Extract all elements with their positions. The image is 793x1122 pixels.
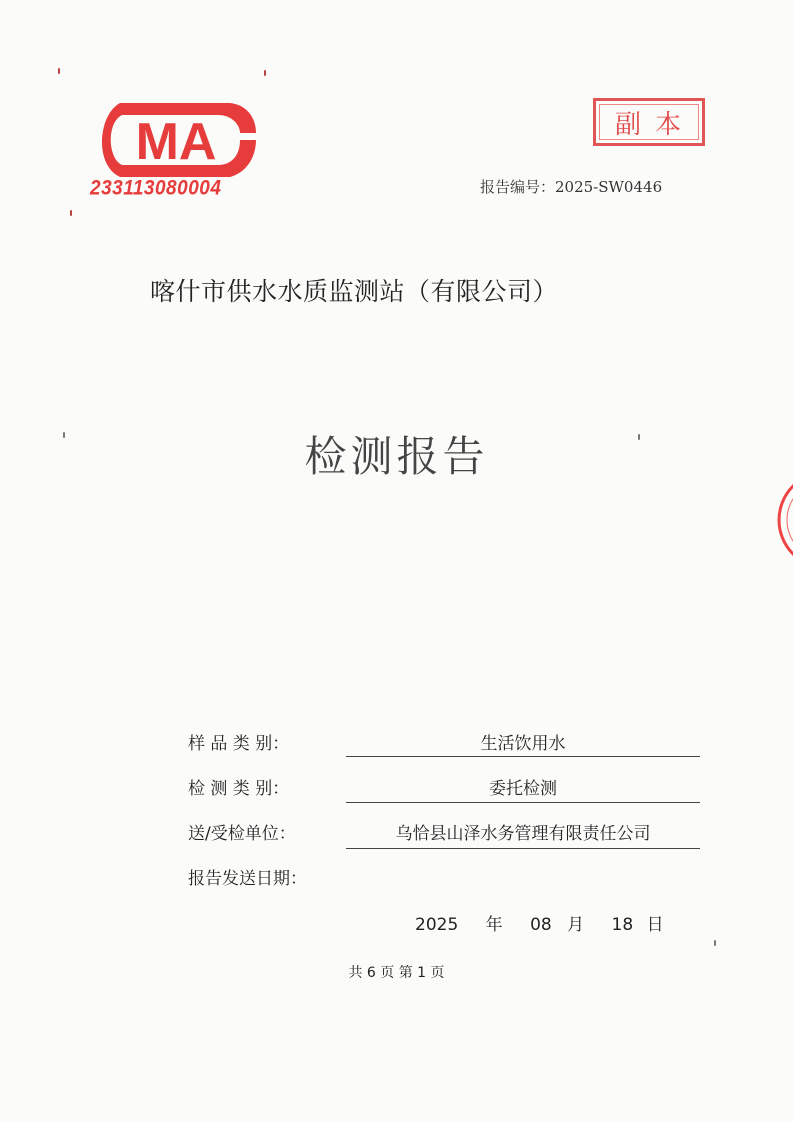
scan-mark [63,432,65,438]
date-year: 2025 [415,915,459,935]
field-underline [346,848,700,849]
ma-logo-text: MA [135,113,217,171]
test-type-value: 委托检测 [489,779,557,799]
organization-name: 喀什市供水水质监测站（有限公司） [150,277,559,306]
date-day: 18 [611,915,634,935]
scan-mark [70,210,72,216]
sample-type-value: 生活饮用水 [480,734,566,754]
scan-mark [714,940,716,946]
report-number: 报告编号：2025-SW0446 [480,178,663,196]
scan-mark [58,68,60,74]
date-year-unit: 年 [485,915,503,935]
report-date [415,910,664,935]
date-month-unit: 月 [567,915,585,935]
client-unit-value: 乌恰县山泽水务管理有限责任公司 [395,824,651,844]
test-type-label: 检 测 类 别： [188,779,290,799]
field-underline [346,756,700,757]
date-month: 08 [530,915,552,935]
scan-mark [638,434,640,440]
sample-type-label: 样 品 类 别： [188,734,290,754]
scan-mark [264,70,266,76]
ma-accreditation-logo [90,93,258,187]
ma-certificate-number: 233113080004 [90,176,222,200]
client-unit-label: 送/受检单位： [188,824,296,844]
field-underline [346,802,700,803]
document-title: 检测报告 [304,432,489,481]
partial-seal-icon [767,470,793,570]
report-send-date-label: 报告发送日期： [188,869,307,889]
copy-stamp: 副本 [593,98,705,146]
page-info: 共 6 页 第 1 页 [348,965,445,981]
date-day-unit: 日 [646,915,664,935]
